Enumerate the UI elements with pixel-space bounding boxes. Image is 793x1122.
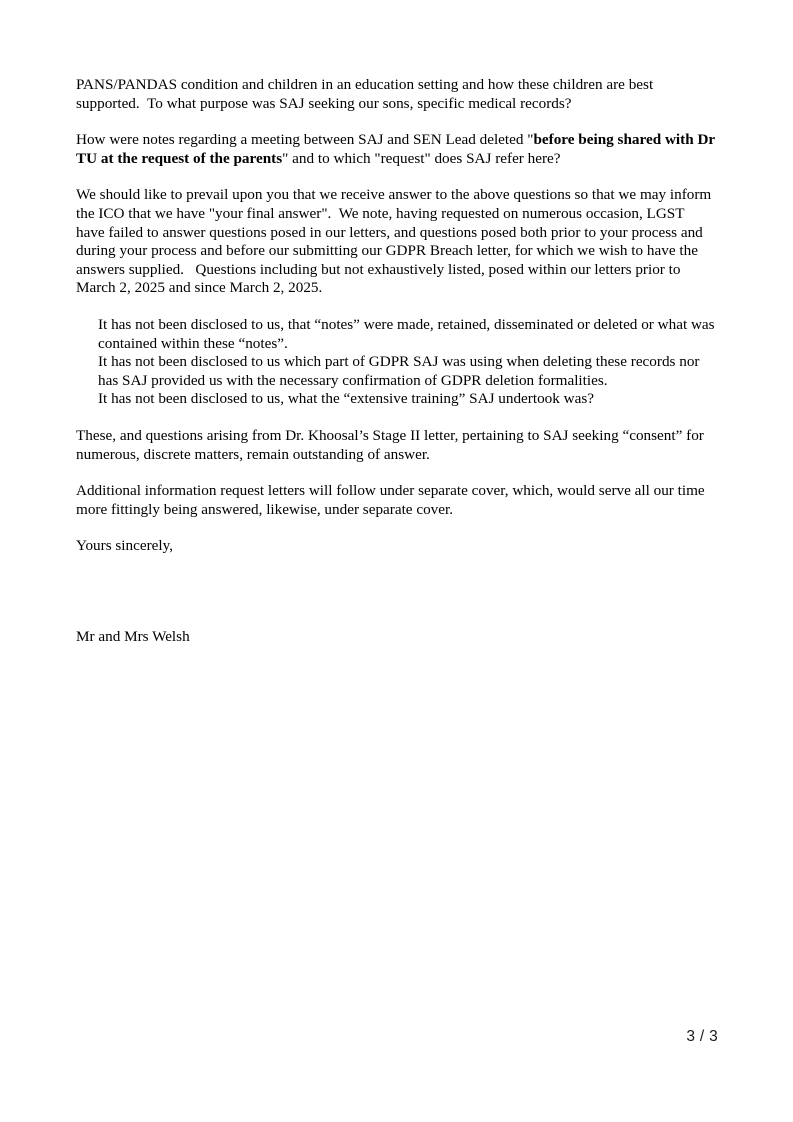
list-item: It has not been disclosed to us which part of GDPR SAJ was using when deleting these records nor has SAJ provided us with the necessary confirmation of GDPR deletion formalities.: [98, 353, 704, 389]
list-item: It has not been disclosed to us, what the “extensive training” SAJ undertook was?: [98, 390, 595, 408]
paragraph-deleted-notes-bold: before being shared with Dr TU at the request of the parents: [76, 131, 719, 167]
document-body: [76, 76, 719, 574]
list-item: It has not been disclosed to us, that “notes” were made, retained, disseminated or deleted or what was contained within these “notes”.: [98, 315, 719, 352]
sign-off-line: Yours sincerely,: [76, 537, 174, 555]
indented-question-list: [76, 315, 719, 409]
paragraph-khoosal-stage-two: These, and questions arising from Dr. Khoosal’s Stage II letter, pertaining to SAJ seeking “consent” for numerous, discrete matters, remain outstanding of answer.: [76, 426, 708, 463]
paragraph-deleted-notes-tail: " and to which "request" does SAJ refer here?: [282, 149, 561, 167]
paragraph-additional-information-requests: Additional information request letters will follow under separate cover, which, would serve all our time more fittingly being answered, likewise, under separate cover.: [76, 482, 709, 518]
paragraph-deleted-notes-lead: How were notes regarding a meeting between SAJ and SEN Lead deleted ": [76, 131, 534, 149]
signature-name: Mr and Mrs Welsh: [76, 628, 190, 645]
paragraph-prevail-upon-you: We should like to prevail upon you that we receive answer to the above questions so that we may inform the ICO that we have "your final answer". We note, having requested on numerous occasion, LGST have failed to answer questions posed in our letters, and questions posed both prior to your process and during your process and before our submitting our GDPR Breach letter, for which we wish to have the answers supplied. Questions including but not exhaustively listed, posed within our letters prior to March 2, 2025 and since March 2, 2025.: [76, 186, 716, 297]
paragraph-pans-pandas: PANS/PANDAS condition and children in an education setting and how these children are best supported. To what purpose was SAJ seeking our sons, specific medical records?: [76, 76, 657, 112]
paragraph-deleted-notes: [76, 131, 719, 168]
page-number-footer: 3 / 3: [686, 1028, 718, 1045]
